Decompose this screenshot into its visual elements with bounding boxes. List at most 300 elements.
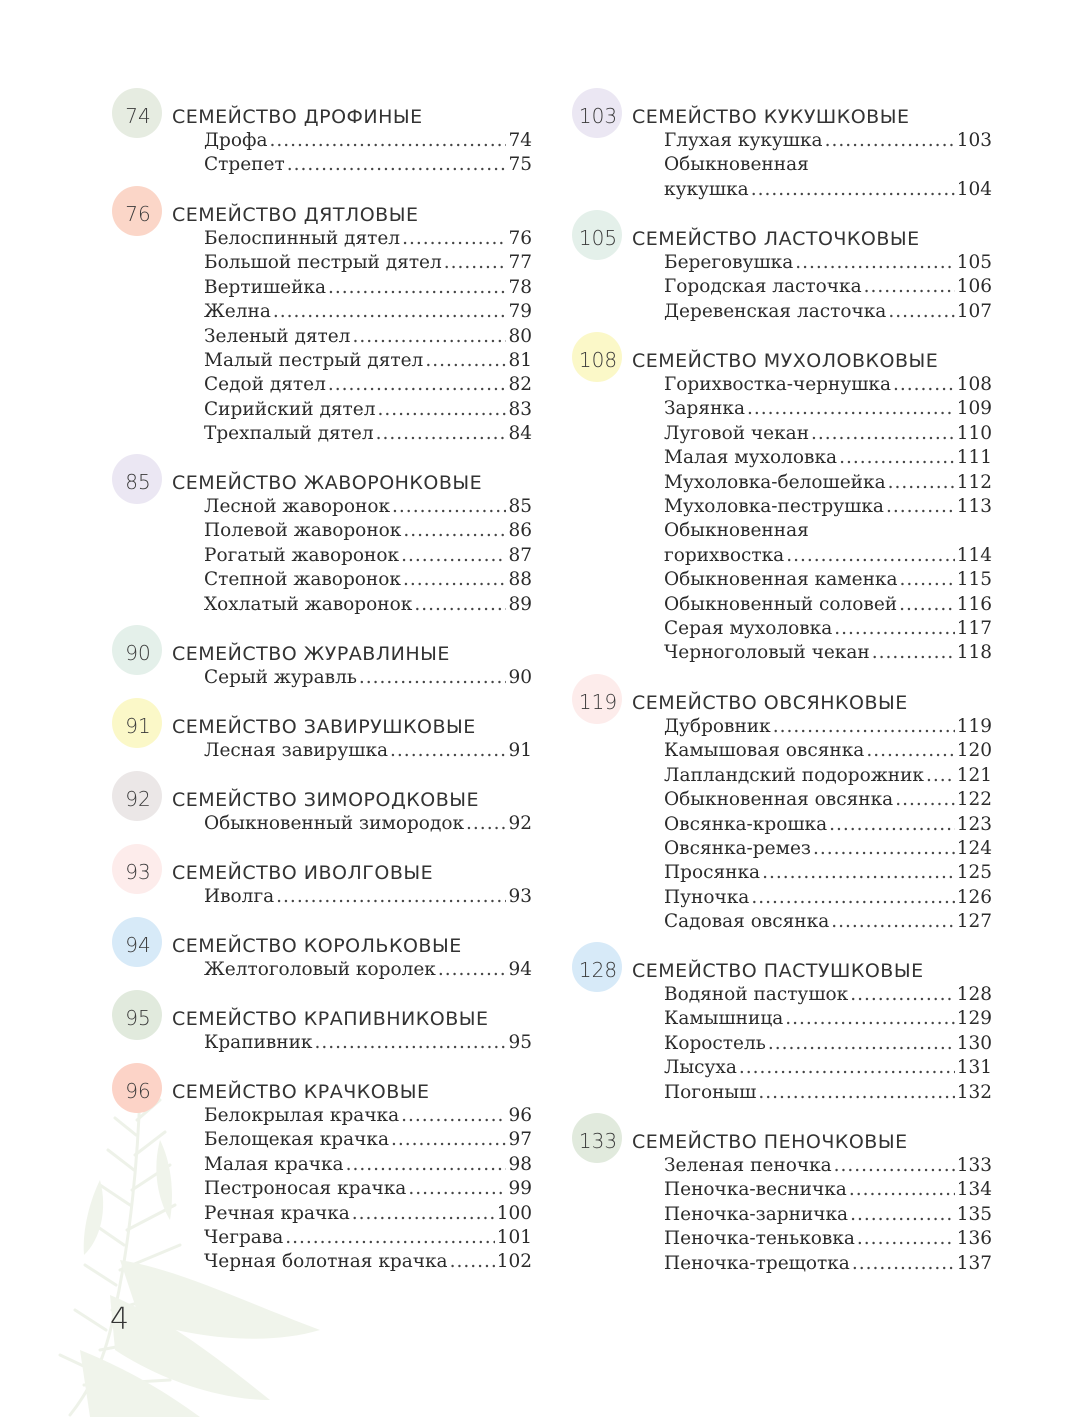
family-page-number[interactable]: 95 — [125, 1006, 151, 1030]
dot-leader — [857, 1227, 955, 1251]
dot-leader — [352, 1202, 495, 1226]
species-entry[interactable] — [664, 1227, 992, 1251]
species-name: Серая мухоловка — [664, 617, 833, 639]
family-title[interactable]: СЕМЕЙСТВО ОВСЯНКОВЫЕ — [632, 692, 908, 714]
species-name: Пеночка-весничка — [664, 1179, 847, 1201]
species-page-number: 88 — [508, 569, 532, 591]
family-heading — [112, 917, 542, 967]
dot-leader — [414, 593, 506, 617]
family-page-number[interactable]: 93 — [125, 860, 151, 884]
species-entry[interactable] — [664, 446, 992, 470]
species-entry[interactable] — [664, 1056, 992, 1080]
species-entry[interactable] — [664, 495, 992, 519]
species-page-number: 134 — [956, 1179, 992, 1201]
family-page-number[interactable]: 108 — [578, 348, 618, 372]
species-name: Черноголовый чекан — [664, 642, 870, 664]
page-number: 4 — [110, 1302, 130, 1337]
species-page-number: 76 — [508, 228, 532, 249]
species-name: Белокрылая крачка — [204, 1105, 400, 1126]
species-name: Овсянка-ремез — [664, 837, 812, 859]
species-name: Овсянка-крошка — [664, 813, 828, 835]
species-list — [204, 495, 542, 617]
species-name: Водяной пастушок — [664, 984, 849, 1005]
species-name: Лесная завирушка — [204, 740, 389, 761]
species-page-number: 121 — [956, 764, 992, 786]
species-page-number: 120 — [956, 740, 992, 762]
species-name: Трехпалый дятел — [204, 423, 374, 445]
species-page-number: 89 — [508, 593, 532, 615]
species-entry[interactable] — [664, 617, 992, 641]
species-page-number: 77 — [508, 252, 532, 274]
species-page-number: 87 — [508, 544, 532, 566]
species-page-number: 96 — [508, 1105, 532, 1126]
family-section — [112, 844, 542, 909]
family-heading — [112, 454, 542, 504]
species-entry[interactable] — [664, 471, 992, 495]
species-entry[interactable] — [204, 1128, 532, 1152]
species-name: Обыкновенный соловей — [664, 593, 898, 615]
species-name: горихвостка — [664, 544, 785, 566]
family-section — [572, 210, 1002, 324]
species-entry[interactable] — [204, 1226, 532, 1250]
dot-leader — [376, 422, 507, 446]
species-name: Камышовая овсянка — [664, 740, 865, 762]
species-entry[interactable] — [664, 568, 992, 592]
species-name: Седой дятел — [204, 374, 326, 396]
species-name: Садовая овсянка — [664, 911, 830, 933]
dot-leader — [273, 300, 507, 324]
species-page-number: 86 — [508, 520, 532, 542]
species-name: Луговой чекан — [664, 422, 810, 444]
species-page-number: 91 — [508, 740, 532, 761]
dot-leader — [768, 1032, 955, 1056]
species-page-number: 105 — [956, 252, 992, 273]
dot-leader — [751, 886, 954, 910]
dot-leader — [747, 397, 955, 421]
species-page-number: 126 — [956, 886, 992, 908]
dot-leader — [829, 813, 955, 837]
species-entry[interactable] — [664, 178, 992, 202]
species-name: Степной жаворонок — [204, 569, 401, 591]
species-entry[interactable] — [664, 641, 992, 665]
family-title[interactable]: СЕМЕЙСТВО ЛАСТОЧКОВЫЕ — [632, 228, 920, 250]
family-section — [112, 771, 542, 836]
species-page-number: 130 — [956, 1032, 992, 1054]
family-section — [112, 698, 542, 763]
species-name: Иволга — [204, 886, 275, 907]
family-title[interactable]: СЕМЕЙСТВО МУХОЛОВКОВЫЕ — [632, 350, 939, 372]
species-entry[interactable] — [204, 153, 532, 177]
dot-leader — [786, 544, 955, 568]
species-entry[interactable] — [204, 349, 532, 373]
dot-leader — [751, 178, 955, 202]
species-name: Малая мухоловка — [664, 447, 838, 469]
family-page-number[interactable]: 119 — [578, 690, 618, 714]
species-list — [204, 227, 542, 447]
species-page-number: 90 — [508, 667, 532, 688]
family-title[interactable]: СЕМЕЙСТВО ЗАВИРУШКОВЫЕ — [172, 716, 476, 738]
family-page-number[interactable]: 92 — [125, 787, 151, 811]
species-entry[interactable] — [664, 275, 992, 299]
species-list — [664, 129, 1002, 202]
species-name: Вертишейка — [204, 276, 327, 298]
family-section — [112, 186, 542, 447]
family-section — [112, 1063, 542, 1275]
family-page-number[interactable]: 94 — [125, 933, 151, 957]
species-page-number: 125 — [956, 862, 992, 884]
dot-leader — [926, 764, 955, 788]
species-page-number: 109 — [956, 398, 992, 420]
species-name: Камышница — [664, 1008, 784, 1030]
dot-leader — [872, 641, 955, 665]
species-name: Белоспинный дятел — [204, 228, 401, 249]
species-entry[interactable] — [204, 544, 532, 568]
species-list — [664, 983, 1002, 1105]
species-page-number: 82 — [508, 374, 532, 396]
family-heading — [572, 1113, 1002, 1163]
species-name: Обыкновенная каменка — [664, 569, 898, 591]
family-heading — [112, 990, 542, 1040]
species-page-number: 118 — [956, 642, 992, 664]
dot-leader — [785, 1007, 954, 1031]
species-entry[interactable] — [204, 1250, 532, 1274]
species-entry[interactable] — [664, 739, 992, 763]
species-page-number: 117 — [956, 617, 992, 639]
species-page-number: 103 — [956, 130, 992, 151]
species-page-number: 74 — [508, 130, 532, 151]
species-name: Черная болотная крачка — [204, 1251, 448, 1273]
species-name: Малая крачка — [204, 1153, 344, 1175]
species-page-number: 81 — [508, 349, 532, 371]
species-entry[interactable] — [664, 1081, 992, 1105]
species-entry[interactable] — [204, 398, 532, 422]
species-entry[interactable] — [204, 373, 532, 397]
species-page-number: 129 — [956, 1008, 992, 1030]
family-section — [112, 625, 542, 690]
species-entry[interactable] — [204, 568, 532, 592]
species-name: Обыкновенный зимородок — [204, 813, 465, 834]
family-title[interactable]: СЕМЕЙСТВО ЖАВОРОНКОВЫЕ — [172, 472, 483, 494]
family-page-number[interactable]: 105 — [578, 226, 618, 250]
species-entry[interactable] — [664, 1203, 992, 1227]
dot-leader — [403, 568, 506, 592]
family-section — [112, 88, 542, 178]
species-page-number: 83 — [508, 398, 532, 420]
family-page-number[interactable]: 76 — [125, 202, 151, 226]
species-page-number: 95 — [508, 1032, 532, 1053]
dot-leader — [888, 300, 954, 324]
species-name: Полевой жаворонок — [204, 520, 402, 542]
family-page-number[interactable]: 133 — [578, 1129, 618, 1153]
family-heading — [572, 332, 1002, 382]
family-title[interactable]: СЕМЕЙСТВО КУКУШКОВЫЕ — [632, 106, 910, 128]
species-entry[interactable] — [664, 1032, 992, 1056]
species-entry[interactable] — [664, 861, 992, 885]
species-name: Лесной жаворонок — [204, 496, 391, 517]
species-page-number: 93 — [508, 886, 532, 907]
species-entry[interactable] — [664, 1007, 992, 1031]
family-heading — [112, 625, 542, 675]
dot-leader — [864, 275, 955, 299]
species-name: Деревенская ласточка — [664, 300, 887, 322]
family-section — [572, 942, 1002, 1105]
species-page-number: 131 — [956, 1057, 992, 1079]
species-entry[interactable] — [664, 153, 992, 177]
species-entry[interactable] — [204, 1202, 532, 1226]
family-page-number[interactable]: 91 — [125, 714, 151, 738]
species-page-number: 111 — [956, 447, 992, 469]
family-page-number[interactable]: 90 — [125, 641, 151, 665]
species-page-number: 97 — [508, 1129, 532, 1151]
species-name: Мухоловка-пеструшка — [664, 495, 884, 517]
dot-leader — [811, 422, 955, 446]
species-name: Серый журавль — [204, 667, 357, 688]
species-name: кукушка — [664, 178, 749, 200]
species-page-number: 116 — [956, 593, 992, 615]
species-page-number: 106 — [956, 276, 992, 298]
species-entry[interactable] — [204, 593, 532, 617]
family-page-number[interactable]: 103 — [578, 104, 618, 128]
species-page-number: 113 — [956, 495, 992, 517]
dot-leader — [401, 544, 506, 568]
species-name: Погоныш — [664, 1081, 757, 1103]
species-list — [204, 1104, 542, 1275]
species-name: Лысуха — [664, 1057, 737, 1079]
family-title[interactable]: СЕМЕЙСТВО ИВОЛГОВЫЕ — [172, 862, 434, 884]
species-list — [664, 251, 1002, 324]
family-heading — [572, 942, 1002, 992]
species-entry[interactable] — [204, 422, 532, 446]
family-section — [572, 674, 1002, 935]
dot-leader — [328, 373, 507, 397]
species-entry[interactable] — [664, 910, 992, 934]
family-title[interactable]: СЕМЕЙСТВО ЗИМОРОДКОВЫЕ — [172, 789, 480, 811]
species-entry[interactable] — [664, 1252, 992, 1276]
dot-leader — [346, 1153, 507, 1177]
species-list — [664, 715, 1002, 935]
dot-leader — [899, 593, 955, 617]
species-page-number: 127 — [956, 911, 992, 933]
species-entry[interactable] — [204, 300, 532, 324]
family-title[interactable]: СЕМЕЙСТВО КРАПИВНИКОВЫЕ — [172, 1008, 489, 1030]
species-entry[interactable] — [664, 544, 992, 568]
species-name: Большой пестрый дятел — [204, 252, 442, 274]
dot-leader — [352, 325, 506, 349]
species-name: Пеночка-теньковка — [664, 1228, 855, 1250]
species-entry[interactable] — [664, 397, 992, 421]
species-name: Пеночка-трещотка — [664, 1252, 850, 1274]
species-name: Стрепет — [204, 154, 285, 176]
species-page-number: 122 — [956, 789, 992, 811]
species-entry[interactable] — [664, 519, 992, 543]
species-entry[interactable] — [204, 1177, 532, 1201]
species-page-number: 107 — [956, 300, 992, 322]
species-name: Зеленая пеночка — [664, 1155, 832, 1176]
species-entry[interactable] — [204, 251, 532, 275]
dot-leader — [839, 446, 955, 470]
species-name: Коростель — [664, 1032, 766, 1054]
dot-leader — [739, 1056, 955, 1080]
species-page-number: 100 — [496, 1202, 532, 1224]
species-entry[interactable] — [204, 1153, 532, 1177]
species-entry[interactable] — [664, 422, 992, 446]
family-section — [572, 332, 1002, 666]
species-page-number: 92 — [508, 813, 532, 834]
family-title[interactable]: СЕМЕЙСТВО ПЕНОЧКОВЫЕ — [632, 1131, 908, 1153]
species-entry[interactable] — [664, 593, 992, 617]
dot-leader — [813, 837, 955, 861]
dot-leader — [444, 251, 507, 275]
species-page-number: 101 — [496, 1226, 532, 1248]
species-page-number: 133 — [956, 1155, 992, 1176]
species-page-number: 136 — [956, 1228, 992, 1250]
family-section — [572, 1113, 1002, 1276]
species-name: Дрофа — [204, 130, 268, 151]
species-name: Городская ласточка — [664, 276, 862, 298]
dot-leader — [328, 276, 506, 300]
species-page-number: 124 — [956, 837, 992, 859]
species-name: Дубровник — [664, 716, 771, 737]
species-name: Желна — [204, 301, 271, 323]
family-heading — [112, 844, 542, 894]
species-page-number: 85 — [508, 496, 532, 517]
dot-leader — [285, 1226, 494, 1250]
species-page-number: 135 — [956, 1203, 992, 1225]
species-entry[interactable] — [204, 325, 532, 349]
family-section — [572, 88, 1002, 202]
species-page-number: 137 — [956, 1252, 992, 1274]
species-page-number: 98 — [508, 1153, 532, 1175]
dot-leader — [895, 788, 955, 812]
species-page-number: 79 — [508, 301, 532, 323]
family-page-number[interactable]: 96 — [125, 1079, 151, 1103]
dot-leader — [850, 1203, 955, 1227]
species-name: Сирийский дятел — [204, 398, 376, 420]
species-page-number: 80 — [508, 325, 532, 347]
dot-leader — [450, 1250, 495, 1274]
family-page-number[interactable]: 74 — [125, 104, 151, 128]
species-name: Речная крачка — [204, 1202, 350, 1224]
species-name: Зеленый дятел — [204, 325, 351, 347]
family-heading — [112, 88, 542, 138]
species-name: Рогатый жаворонок — [204, 544, 400, 566]
species-list — [664, 373, 1002, 666]
species-name: Пеночка-зарничка — [664, 1203, 849, 1225]
family-title[interactable]: СЕМЕЙСТВО ДЯТЛОВЫЕ — [172, 204, 419, 226]
species-page-number: 132 — [956, 1081, 992, 1103]
family-heading — [112, 698, 542, 748]
species-entry[interactable] — [664, 813, 992, 837]
family-heading — [572, 674, 1002, 724]
dot-leader — [391, 1128, 506, 1152]
species-name: Зарянка — [664, 398, 745, 420]
family-section — [112, 454, 542, 617]
species-name: Обыкновенная — [664, 154, 809, 176]
species-name: Чеграва — [204, 1226, 284, 1248]
family-title[interactable]: СЕМЕЙСТВО КРАЧКОВЫЕ — [172, 1081, 430, 1103]
species-entry[interactable] — [664, 300, 992, 324]
species-page-number: 123 — [956, 813, 992, 835]
dot-leader — [888, 471, 955, 495]
species-name: Просянка — [664, 862, 761, 884]
family-title[interactable]: СЕМЕЙСТВО ЖУРАВЛИНЫЕ — [172, 643, 450, 665]
species-page-number: 84 — [508, 423, 532, 445]
species-name: Мухоловка-белошейка — [664, 471, 886, 493]
family-heading — [112, 1063, 542, 1113]
dot-leader — [849, 1178, 955, 1202]
species-name: Крапивник — [204, 1032, 313, 1053]
species-name: Пуночка — [664, 886, 750, 908]
species-entry[interactable] — [204, 276, 532, 300]
species-entry[interactable] — [664, 764, 992, 788]
family-title[interactable]: СЕМЕЙСТВО ПАСТУШКОВЫЕ — [632, 960, 924, 982]
dot-leader — [758, 1081, 954, 1105]
species-entry[interactable] — [664, 1178, 992, 1202]
family-page-number[interactable]: 128 — [578, 958, 618, 982]
dot-leader — [900, 568, 955, 592]
species-name: Обыкновенная овсянка — [664, 789, 894, 811]
species-name: Пестроносая крачка — [204, 1178, 407, 1200]
dot-leader — [287, 153, 507, 177]
species-name: Горихвостка-чернушка — [664, 374, 892, 395]
species-name: Малый пестрый дятел — [204, 349, 424, 371]
family-heading — [572, 210, 1002, 260]
species-page-number: 94 — [508, 959, 532, 980]
dot-leader — [866, 739, 954, 763]
species-name: Лапландский подорожник — [664, 764, 924, 786]
species-entry[interactable] — [664, 837, 992, 861]
species-name: Береговушка — [664, 252, 794, 273]
family-heading — [572, 88, 1002, 138]
dot-leader — [852, 1252, 955, 1276]
species-entry[interactable] — [664, 788, 992, 812]
species-list — [664, 1154, 1002, 1276]
dot-leader — [425, 349, 506, 373]
dot-leader — [377, 398, 506, 422]
family-section — [112, 917, 542, 982]
family-heading — [112, 771, 542, 821]
species-page-number: 112 — [956, 471, 992, 493]
dot-leader — [834, 617, 954, 641]
species-name: Обыкновенная — [664, 520, 809, 542]
dot-leader — [403, 519, 506, 543]
species-page-number: 78 — [508, 276, 532, 298]
dot-leader — [831, 910, 954, 934]
species-name: Глухая кукушка — [664, 130, 823, 151]
species-page-number: 114 — [956, 544, 992, 566]
family-title[interactable]: СЕМЕЙСТВО КОРОЛЬКОВЫЕ — [172, 935, 462, 957]
family-heading — [112, 186, 542, 236]
species-name: Желтоголовый королек — [204, 959, 436, 980]
dot-leader — [762, 861, 955, 885]
family-section — [112, 990, 542, 1055]
species-name: Белощекая крачка — [204, 1129, 389, 1151]
species-name: Хохлатый жаворонок — [204, 593, 413, 615]
species-page-number: 108 — [956, 374, 992, 395]
species-page-number: 128 — [956, 984, 992, 1005]
family-title[interactable]: СЕМЕЙСТВО ДРОФИНЫЕ — [172, 106, 423, 128]
species-entry[interactable] — [204, 519, 532, 543]
species-page-number: 102 — [496, 1251, 532, 1273]
species-entry[interactable] — [664, 886, 992, 910]
species-page-number: 119 — [956, 716, 992, 737]
family-page-number[interactable]: 85 — [125, 470, 151, 494]
dot-leader — [408, 1177, 506, 1201]
species-page-number: 115 — [956, 569, 992, 591]
species-page-number: 99 — [508, 1178, 532, 1200]
species-page-number: 75 — [508, 154, 532, 176]
species-page-number: 110 — [956, 422, 992, 444]
